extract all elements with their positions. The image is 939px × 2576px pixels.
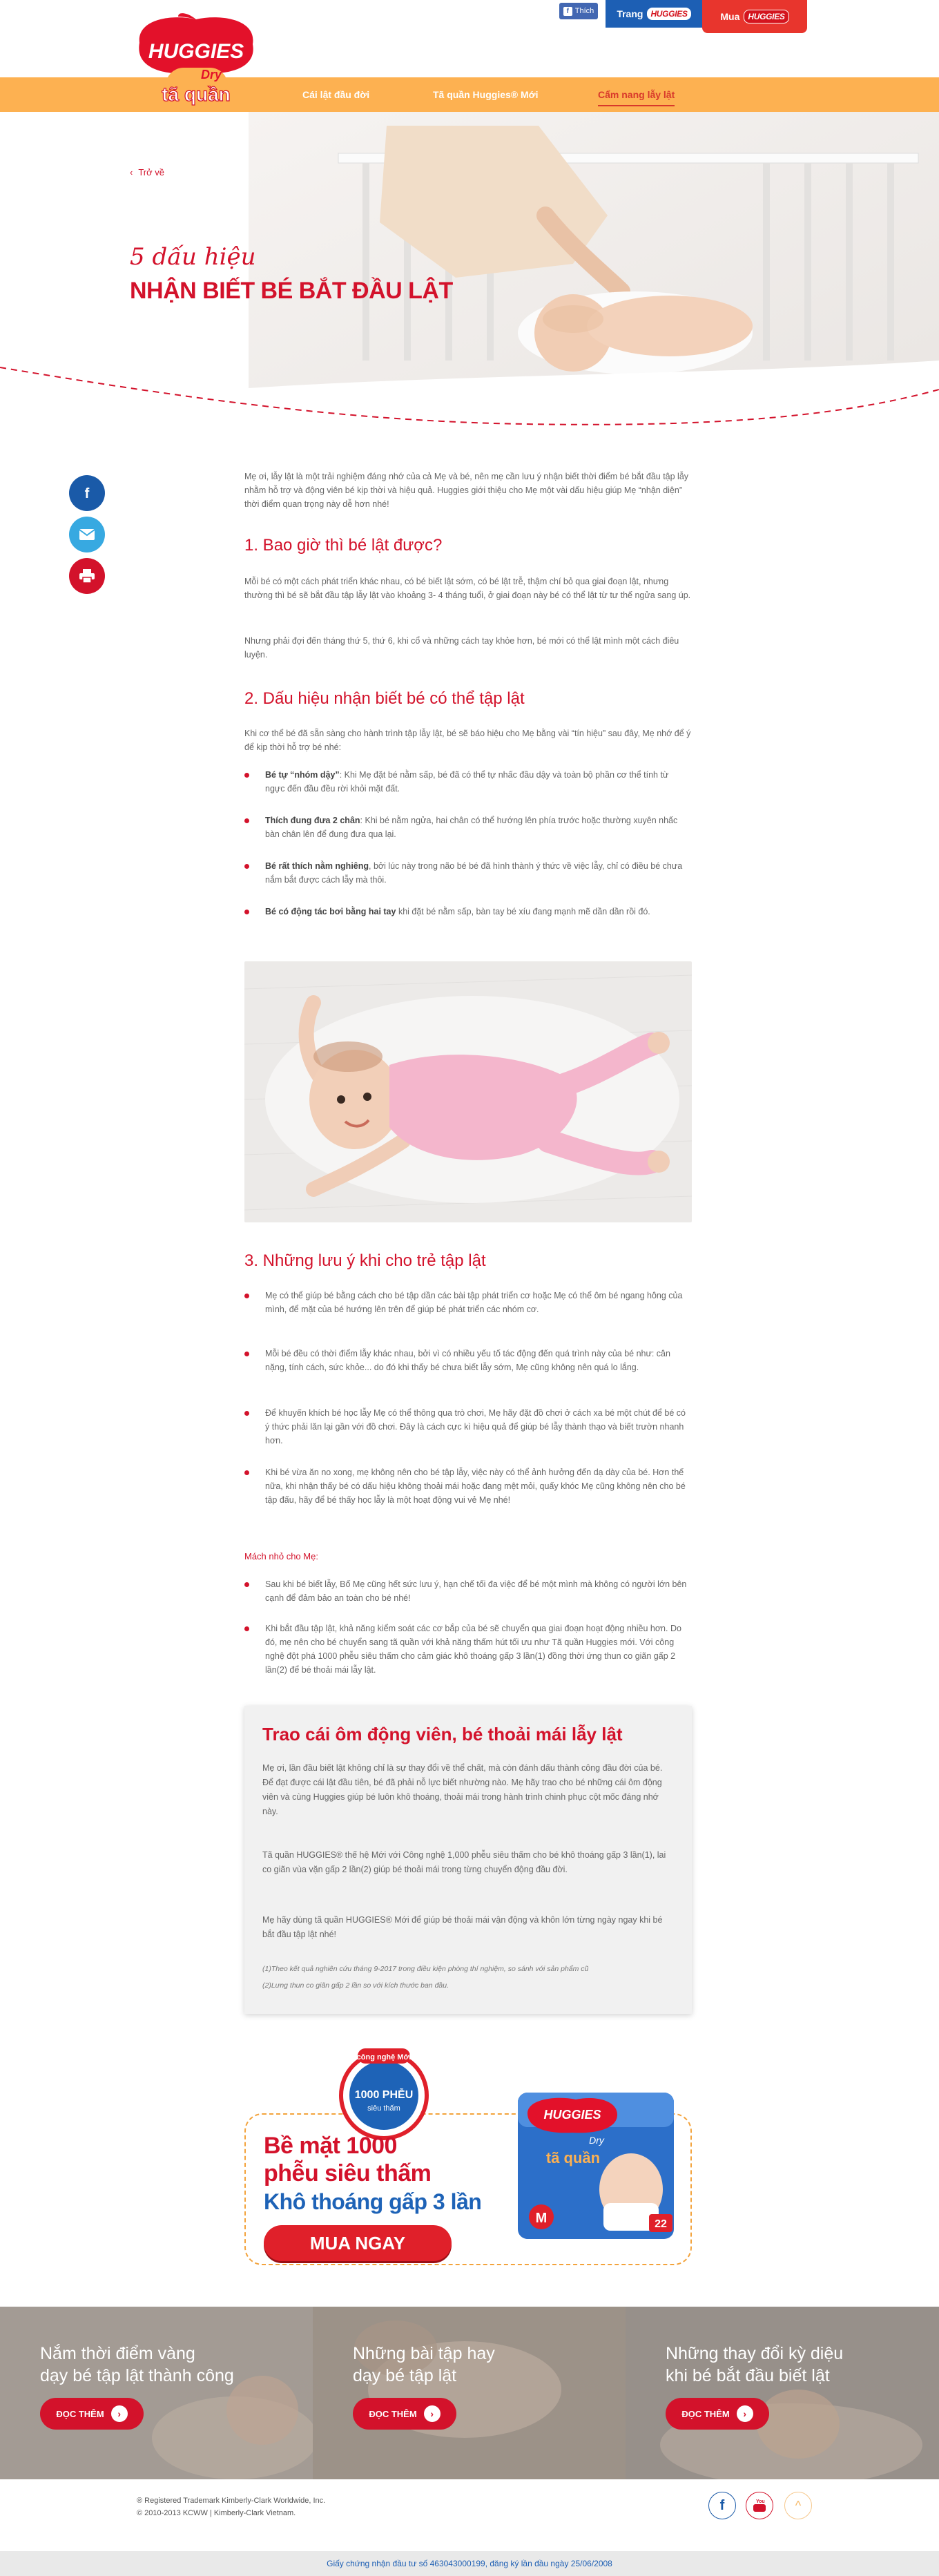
facebook-icon: f [563, 7, 572, 16]
svg-text:công nghệ Mới: công nghệ Mới [356, 2053, 412, 2061]
arrow-right-icon: › [424, 2405, 441, 2422]
highlight-box [244, 1706, 692, 2014]
svg-text:1000 PHỄU: 1000 PHỄU [354, 2089, 414, 2101]
hero-subtitle: 5 dấu hiệu [130, 243, 256, 271]
promo-headline-2: phễu siêu thấm [264, 2160, 432, 2186]
email-share-button[interactable] [69, 517, 105, 552]
youtube-icon[interactable] [746, 2492, 773, 2519]
huggies-mini-logo: HUGGIES [744, 10, 788, 23]
baby-photo-3 [626, 2307, 939, 2479]
section-1-paragraph: Mỗi bé có một cách phát triển khác nhau, có bé biết lật sớm, có bé lật trễ, thậm chí bỏ qua giai đoạn lật, nhưng thường thì bé sẽ bắt đầu tập lẫy lật vào khoảng 3- 4 tháng tuổi, ở giai đoạn này bé có thể lật từ tư thế ngửa sang úp. [244, 577, 691, 600]
related-card[interactable]: Nắm thời điểm vàng dạy bé tập lật thành công ĐỌC THÊM › [0, 2307, 313, 2479]
facebook-icon[interactable]: f [708, 2492, 736, 2519]
back-to-top-icon[interactable]: ^ [784, 2492, 812, 2519]
envelope-icon [79, 528, 95, 541]
section-2-heading: 2. Dấu hiệu nhận biết bé có thể tập lật [244, 689, 525, 708]
baby-lying-photo [244, 961, 692, 1222]
list-item: Khi bắt đầu tập lật, khả năng kiểm soát các cơ bắp của bé sẽ chuyển qua giai đoạn hoạt động nhiều hơn. Do đó, mẹ nên cho bé chuyển sang tã quần với khả năng thấm hút tối ưu như Tã quần Huggies mới. Với công nghệ đột phá 1000 phễu siêu thấm cho cảm giác khô thoáng gấp 3 lần(1) đồng thời ứng thun co giãn gấp 2 lần(2) để bé thoải mái lẫy lật. [265, 1622, 688, 1677]
logo-brand-text: HUGGIES [148, 40, 244, 63]
huggies-homepage-tab[interactable]: Trang HUGGIES [606, 0, 702, 28]
list-item: Sau khi bé biết lẫy, Bố Mẹ cũng hết sức lưu ý, hạn chế tối đa việc để bé một mình mà không có người lớn bên cạnh để đảm bảo an toàn cho bé nhé! [265, 1577, 688, 1605]
huggies-pack-image [514, 2086, 679, 2242]
back-link[interactable]: ‹ Trở về [130, 167, 164, 177]
svg-text:HUGGIES: HUGGIES [543, 2108, 601, 2122]
nav-first-roll[interactable]: Cái lật đầu đời [302, 89, 370, 100]
svg-text:M: M [535, 2211, 548, 2226]
logo-product-text: tã quần [162, 84, 231, 105]
highlight-paragraph: Mẹ hãy dùng tã quần HUGGIES® Mới để giúp bé thoải mái vận động và khôn lớn từng ngày ngay khi bé bắt đầu tập lật nhé! [262, 1915, 663, 1939]
copyright: ® Registered Trademark Kimberly-Clark Worldwide, Inc. © 2010-2013 KCWW | Kimberly-Clark Vietnam. [137, 2497, 326, 2517]
baby-photo-1 [0, 2307, 313, 2479]
list-item: Bé tự “nhóm dậy”: Khi Mẹ đặt bé nằm sấp, bé đã có thể tự nhấc đầu dậy và toàn bộ phần cơ thể tính từ ngực đến đầu đều rời khỏi mặt đất. [265, 768, 688, 796]
related-articles [0, 2307, 939, 2479]
section-1-paragraph: Nhưng phải đợi đến tháng thứ 5, thứ 6, khi cổ và những cách tay khỏe hơn, bé mới có thể lật mình một cách điêu luyện. [244, 636, 679, 660]
list-item: Bé rất thích nằm nghiêng, bởi lúc này trong não bé bé đã hình thành ý thức về việc lẫy, chỉ có điều bé chưa nắm bắt được cách lẫy mà thôi. [265, 859, 688, 887]
svg-text:22: 22 [655, 2218, 667, 2230]
buy-huggies-tab[interactable]: Mua HUGGIES [702, 0, 807, 33]
svg-text:You: You [756, 2499, 765, 2504]
nav-rolling-guide[interactable]: Cẩm nang lẫy lật [598, 77, 675, 112]
footnote: (1)Theo kết quả nghiên cứu tháng 9-2017 trong điều kiện phòng thí nghiệm, so sánh với sản phẩm cũ [262, 1965, 589, 1973]
buy-now-button[interactable]: MUA NGAY [264, 2225, 452, 2261]
section-1-heading: 1. Bao giờ thì bé lật được? [244, 536, 443, 555]
svg-text:siêu thấm: siêu thấm [367, 2104, 400, 2113]
baby-photo-2 [313, 2307, 626, 2479]
logo-sub-text: Dry [200, 68, 222, 81]
hero-banner [0, 112, 939, 443]
list-item: Mẹ có thể giúp bé bằng cách cho bé tập dần các bài tập phát triển cơ hoặc Mẹ có thể ôm bé ngang hông của mình, để mặt của bé hướng lên trên để giúp bé phát triển các nhóm cơ. [265, 1289, 688, 1316]
highlight-paragraph: Tã quần HUGGIES® thế hệ Mới với Công nghệ 1,000 phễu siêu thấm cho bé khô thoáng gấp 3 lần(1), lai co giãn vùa vặn gấp 2 lần(2) giúp bé thoải mái trong từng chuyển động đầu đời. [262, 1850, 666, 1874]
huggies-dry-logo[interactable] [130, 12, 262, 113]
read-more-button[interactable]: ĐỌC THÊM › [353, 2398, 456, 2430]
section-3-heading: 3. Những lưu ý khi cho trẻ tập lật [244, 1251, 486, 1270]
footnote: (2)Lưng thun co giãn gấp 2 lần so với kích thước ban đầu. [262, 1981, 449, 1990]
facebook-like-button[interactable]: f Thích [559, 3, 598, 19]
intro-paragraph: Mẹ ơi, lẫy lật là một trải nghiệm đáng nhớ của cả Mẹ và bé, nên mẹ cần lưu ý nhận biết thời điểm bé bắt đầu tập lẫy nhằm hỗ trợ và động viên bé kịp thời và hiệu quả. Huggies giới thiệu cho Mẹ một vài dấu hiệu giúp Mẹ “nhận diện” thời điểm quan trọng này dễ hơn nhé! [244, 472, 689, 509]
related-card[interactable]: Những thay đổi kỳ diệu khi bé bắt đầu biết lật ĐỌC THÊM › [626, 2307, 939, 2479]
printer-icon [79, 568, 95, 584]
nav-new-huggies-pants[interactable]: Tã quần Huggies® Mới [433, 89, 539, 100]
1000-funnels-badge-icon [333, 2044, 435, 2141]
read-more-button[interactable]: ĐỌC THÊM › [666, 2398, 769, 2430]
highlight-paragraph: Mẹ ơi, lần đầu biết lật không chỉ là sự thay đổi về thể chất, mà còn đánh dấu thành công đầu đời của bé. Để đạt được cái lật đầu tiên, bé đã phải nỗ lực biết nhường nào. Mẹ hãy trao cho bé những cái ôm động viên và cùng Huggies giúp bé luôn khô thoáng, thoải mái trong hành trình chinh phục cột mốc đáng nhớ này. [262, 1763, 663, 1816]
arrow-right-icon: › [111, 2405, 128, 2422]
page-title: NHẬN BIẾT BÉ BẮT ĐẦU LẬT [130, 278, 453, 304]
section-2-intro: Khi cơ thể bé đã sẵn sàng cho hành trình tập lẫy lật, bé sẽ báo hiệu cho Mẹ bằng vài “tín hiệu” sau đây, Mẹ nhớ để ý để kịp thời hỗ trợ bé nhé: [244, 729, 691, 752]
related-card[interactable]: Những bài tập hay dạy bé tập lật ĐỌC THÊM › [313, 2307, 626, 2479]
svg-text:tã quần: tã quần [545, 2149, 601, 2166]
huggies-mini-logo: HUGGIES [647, 8, 690, 20]
arrow-right-icon: › [737, 2405, 753, 2422]
svg-text:Dry: Dry [589, 2135, 604, 2146]
svg-text:f: f [84, 486, 90, 501]
chevron-left-icon: ‹ [130, 167, 133, 177]
promo-banner[interactable] [244, 2044, 692, 2265]
list-item: Khi bé vừa ăn no xong, mẹ không nên cho bé tập lẫy, việc này có thể ảnh hưởng đến dạ dày của bé. Hơn thế nữa, khi nhận thấy bé có dấu hiệu không thoải mái hoặc đang mệt mỏi, quấy khóc Mẹ cũng không nên cho bé tập đấu, hãy để bé thấy học lẫy là một hoạt động vui vẻ Mẹ nhé! [265, 1465, 688, 1507]
read-more-button[interactable]: ĐỌC THÊM › [40, 2398, 144, 2430]
print-button[interactable] [69, 558, 105, 594]
footer [0, 2479, 939, 2551]
highlight-box-title: Trao cái ôm động viên, bé thoải mái lẫy lật [262, 1724, 623, 1744]
promo-headline-1: Bề mặt 1000 [264, 2133, 397, 2159]
investment-license: Giấy chứng nhận đầu tư số 463043000199, đăng ký lần đầu ngày 25/06/2008 [0, 2551, 939, 2576]
facebook-icon [79, 486, 95, 501]
list-item: Để khuyến khích bé học lẫy Mẹ có thể thông qua trò chơi, Mẹ hãy đặt đồ chơi ở cách xa bé một chút để bé có ý thức phải lăn lại gần với đồ chơi. Đây là cách cực kì hiệu quả để giúp bé lẫy thành thạo và biết trườn nhanh hơn. [265, 1406, 688, 1448]
list-item: Bé có động tác bơi bằng hai tay khi đặt bé nằm sấp, bàn tay bé xíu đang mạnh mẽ dần dần rồi đó. [265, 905, 688, 919]
promo-headline-3: Khô thoáng gấp 3 lần [264, 2189, 482, 2214]
list-item: Thích đung đưa 2 chân: Khi bé nằm ngửa, hai chân có thể hướng lên phía trước hoặc thường xuyên nhấc bàn chân lên để đung đưa qua lại. [265, 814, 688, 841]
tip-label: Mách nhỏ cho Mẹ: [244, 1551, 318, 1561]
facebook-share-button[interactable] [69, 475, 105, 511]
list-item: Mỗi bé đều có thời điểm lẫy khác nhau, bởi vì có nhiều yếu tố tác động đến quá trình này của bé như: cân nặng, tính cách, sức khỏe... do đó khi thấy bé chưa biết lẫy sớm, Mẹ cũng không nên quá lo lắng. [265, 1347, 688, 1374]
